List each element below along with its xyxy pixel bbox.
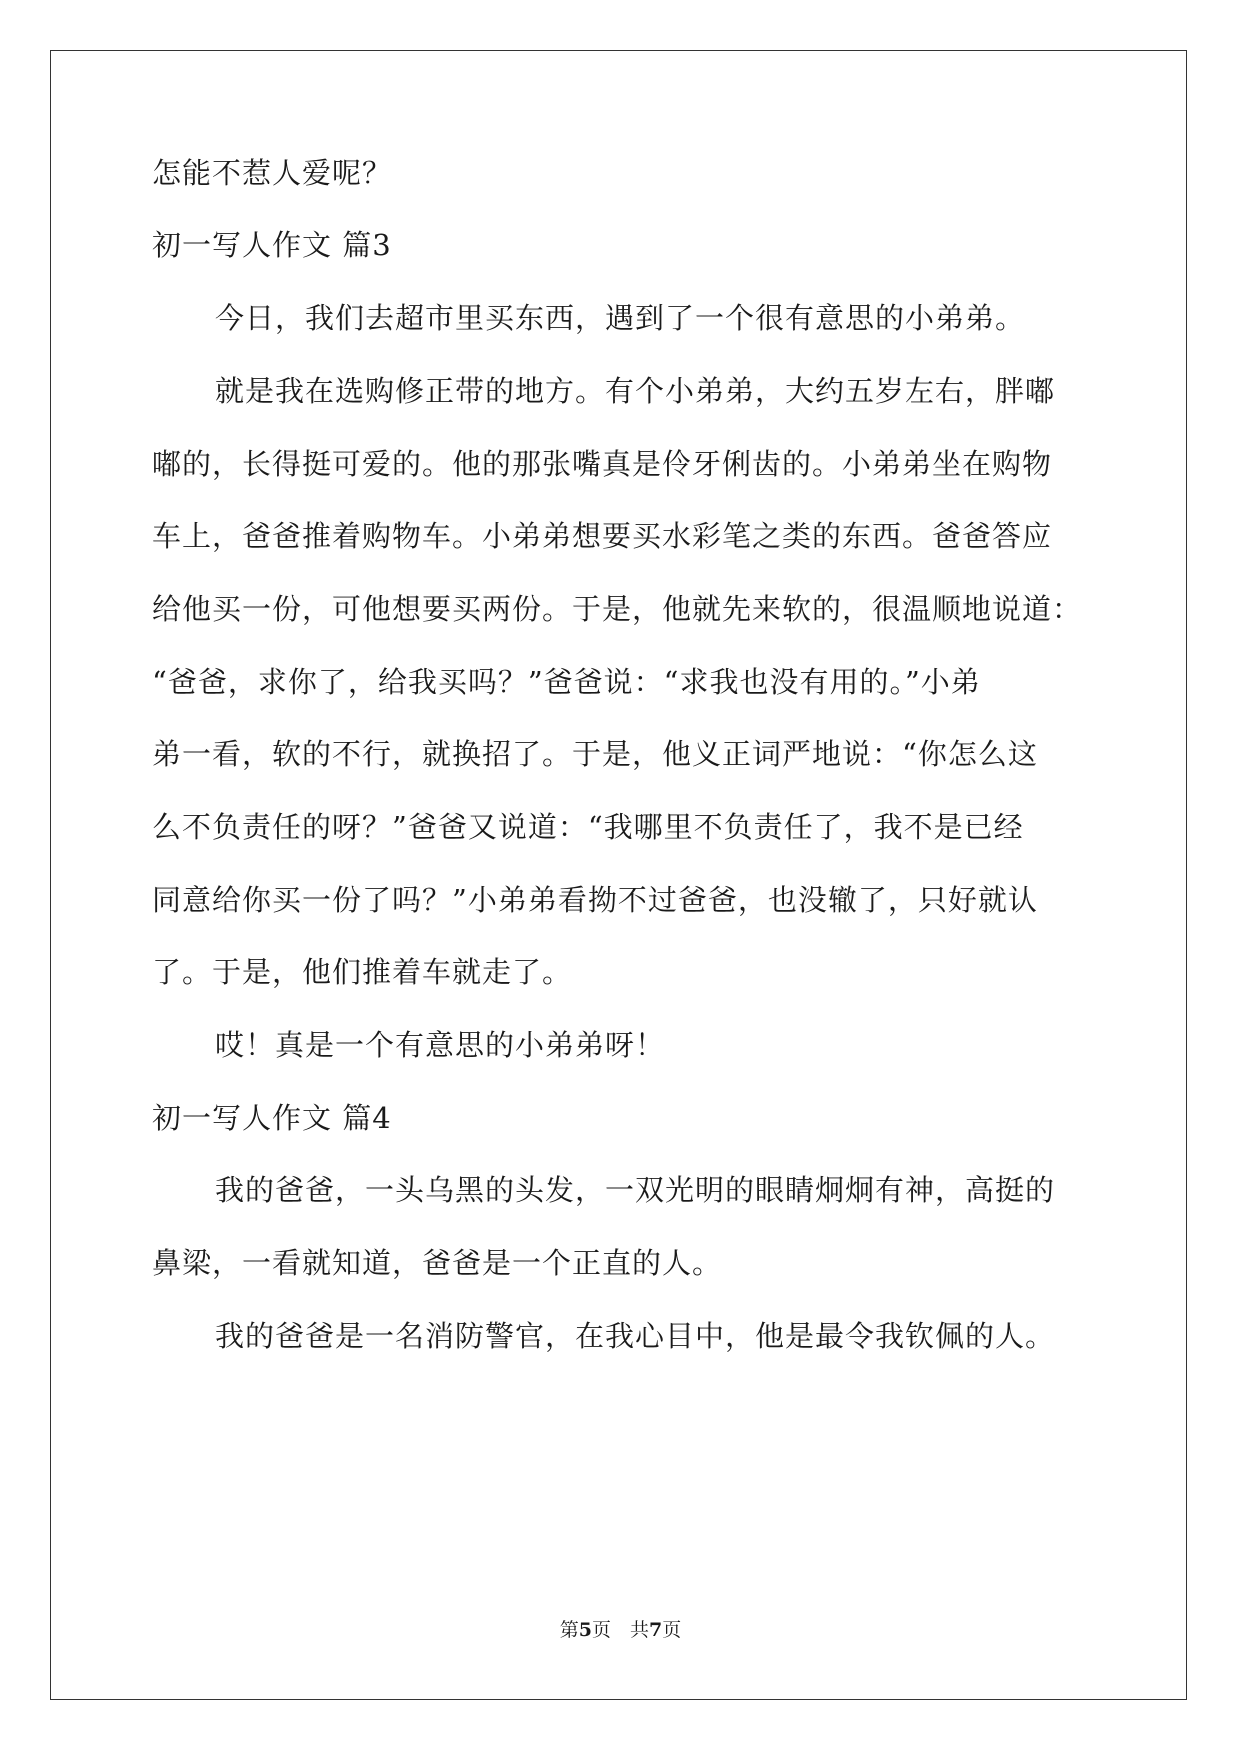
footer-prefix: 第 (559, 1619, 579, 1641)
text-line: 怎能不惹人爱呢？ (152, 156, 393, 190)
paragraph-line: 弟一看，软的不行，就换招了。于是，他义正词严地说：“你怎么这 (152, 737, 1038, 771)
paragraph-line: 鼻梁，一看就知道，爸爸是一个正直的人。 (152, 1246, 723, 1280)
footer-mid: 页 共 (591, 1619, 649, 1641)
paragraph-line: 同意给你买一份了吗？”小弟弟看拗不过爸爸，也没辙了，只好就认 (152, 883, 1038, 917)
paragraph-line: 我的爸爸是一名消防警官，在我心目中，他是最令我钦佩的人。 (215, 1319, 1056, 1353)
paragraph-line: “爸爸，求你了，给我买吗？”爸爸说：“求我也没有用的。”小弟 (152, 665, 981, 699)
paragraph-line: 就是我在选购修正带的地方。有个小弟弟，大约五岁左右，胖嘟 (215, 374, 1056, 408)
paragraph-line: 给他买一份，可他想要买两份。于是，他就先来软的，很温顺地说道： (152, 592, 1083, 626)
section-heading: 初一写人作文 篇3 (152, 228, 392, 262)
total-page-number: 7 (649, 1619, 663, 1641)
paragraph-line: 我的爸爸，一头乌黑的头发，一双光明的眼睛炯炯有神，高挺的 (215, 1173, 1056, 1207)
paragraph-line: 了。于是，他们推着车就走了。 (152, 955, 573, 989)
paragraph-line: 嘟的，长得挺可爱的。他的那张嘴真是伶牙俐齿的。小弟弟坐在购物 (152, 447, 1053, 481)
page-footer (0, 1618, 1241, 1642)
section-heading: 初一写人作文 篇4 (152, 1101, 392, 1135)
paragraph-line: 车上，爸爸推着购物车。小弟弟想要买水彩笔之类的东西。爸爸答应 (152, 519, 1053, 553)
footer-suffix: 页 (662, 1619, 682, 1641)
paragraph-line: 今日，我们去超市里买东西，遇到了一个很有意思的小弟弟。 (215, 301, 1026, 335)
paragraph-line: 么不负责任的呀？”爸爸又说道：“我哪里不负责任了，我不是已经 (152, 810, 1024, 844)
paragraph-line: 哎！真是一个有意思的小弟弟呀！ (215, 1028, 666, 1062)
current-page-number: 5 (578, 1619, 592, 1641)
